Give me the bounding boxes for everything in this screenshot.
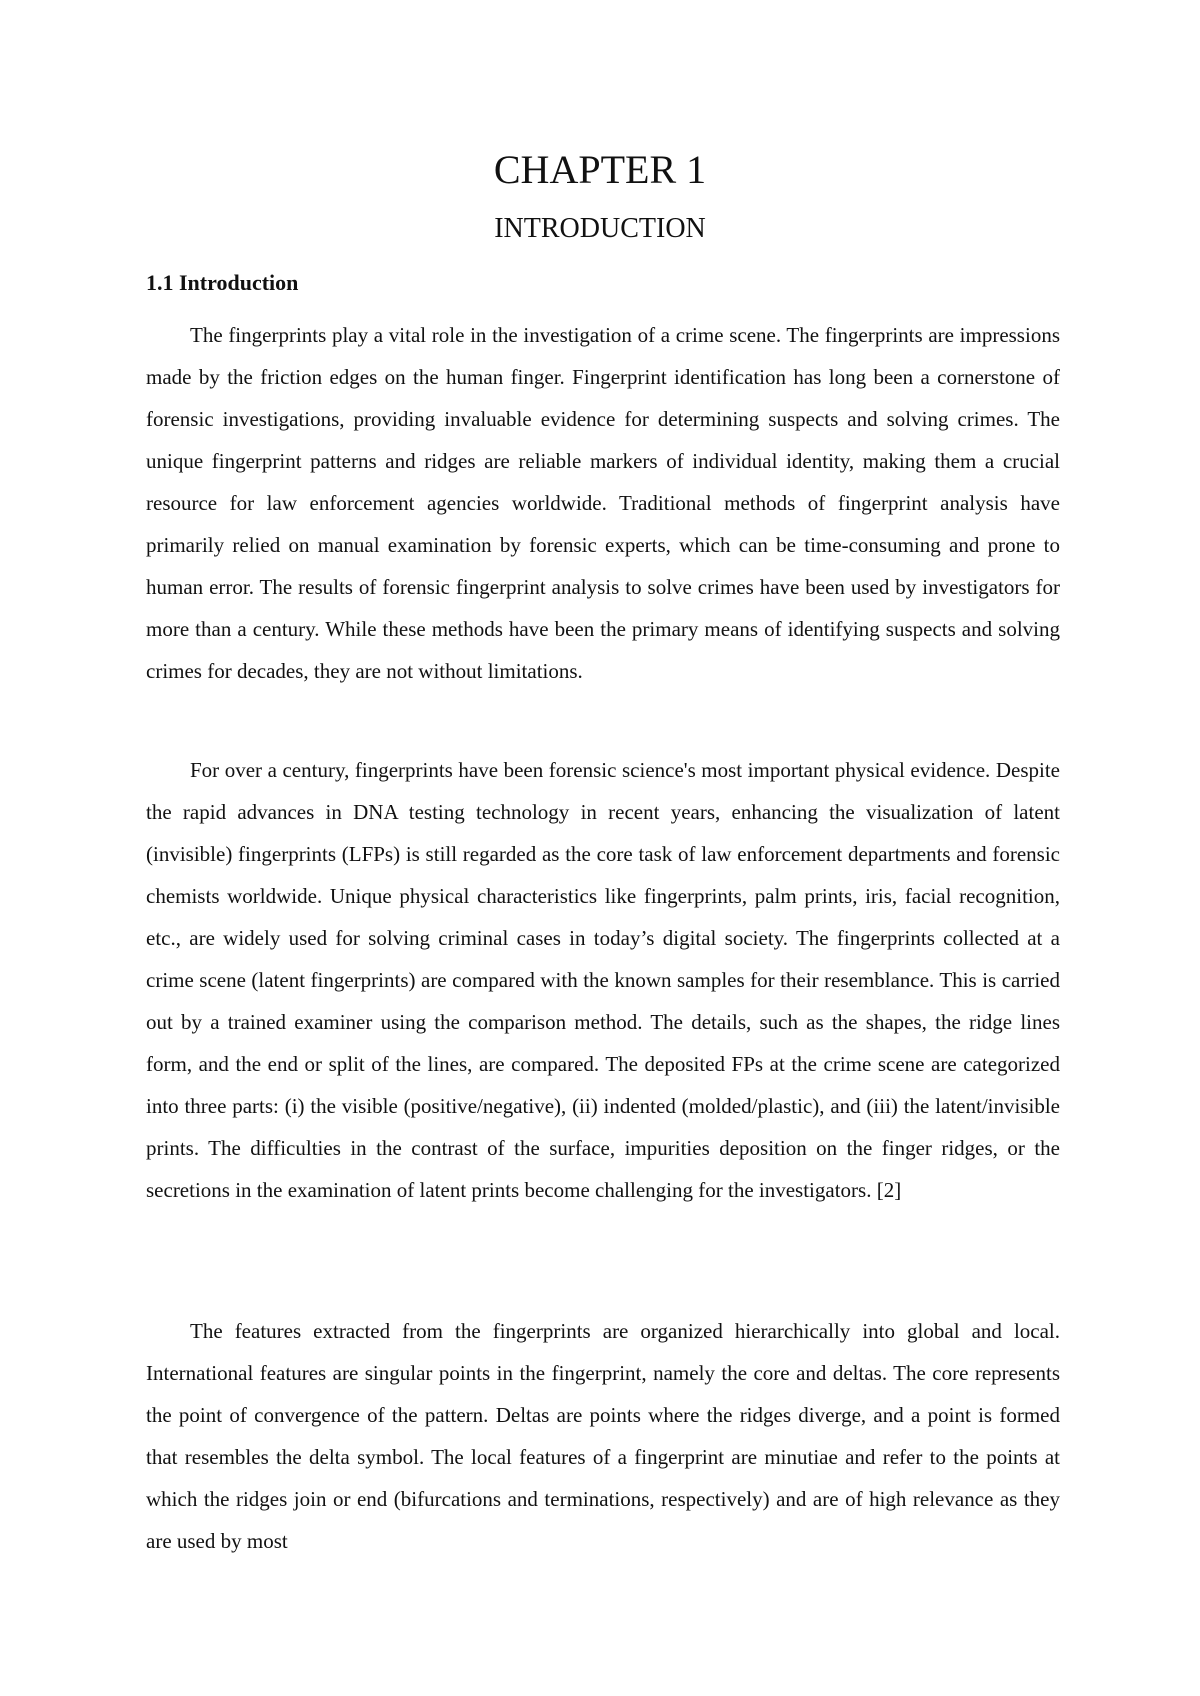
paragraph: The features extracted from the fingerprints are organized hierarchically into global and local. International features are singular points in the fingerprint, namely the core and deltas. The core represents the point of convergence of the pattern. Deltas are points where the ridges diverge, and a point is formed that resembles the delta symbol. The local features of a fingerprint are minutiae and refer to the points at which the ridges join or end (bifurcations and terminations, respectively) and are of high relevance as they are used by most (146, 1319, 1060, 1553)
chapter-subtitle: INTRODUCTION (494, 213, 706, 244)
section-heading: 1.1 Introduction (146, 270, 299, 295)
paragraph: The fingerprints play a vital role in the investigation of a crime scene. The fingerprints are impressions made by the friction edges on the human finger. Fingerprint identification has long been a cornerstone of forensic investigations, providing invaluable evidence for determining suspects and solving crimes. The unique fingerprint patterns and ridges are reliable markers of individual identity, making them a crucial resource for law enforcement agencies worldwide. Traditional methods of fingerprint analysis have primarily relied on manual examination by forensic experts, which can be time-consuming and prone to human error. The results of forensic fingerprint analysis to solve crimes have been used by investigators for more than a century. While these methods have been the primary means of identifying suspects and solving crimes for decades, they are not without limitations. (146, 323, 1060, 683)
paragraph: For over a century, fingerprints have been forensic science's most important physical evidence. Despite the rapid advances in DNA testing technology in recent years, enhancing the visualization of latent (invisible) fingerprints (LFPs) is still regarded as the core task of law enforcement departments and forensic chemists worldwide. Unique physical characteristics like fingerprints, palm prints, iris, facial recognition, etc., are widely used for solving criminal cases in today’s digital society. The fingerprints collected at a crime scene (latent fingerprints) are compared with the known samples for their resemblance. This is carried out by a trained examiner using the comparison method. The details, such as the shapes, the ridge lines form, and the end or split of the lines, are compared. The deposited FPs at the crime scene are categorized into three parts: (i) the visible (positive/negative), (ii) indented (molded/plastic), and (iii) the latent/invisible prints. The difficulties in the contrast of the surface, impurities deposition on the finger ridges, or the secretions in the examination of latent prints become challenging for the investigators. [2] (146, 758, 1060, 1202)
chapter-title: CHAPTER 1 (493, 147, 707, 192)
